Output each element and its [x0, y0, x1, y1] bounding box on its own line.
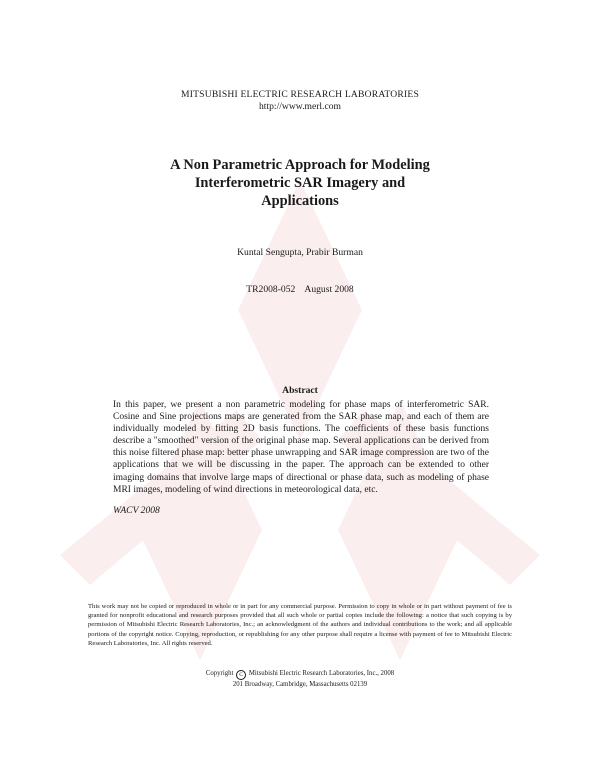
report-info — [0, 284, 600, 295]
paper-title — [100, 156, 500, 210]
copy-notice: This work may not be copied or reproduced in whole or in part for any commercial purpose. Permission to copy in whole or in part without payment of fee is granted for nonprofit educational and research purposes provided that all such whole or partial copies include the following: a notice that such copying is by permission of Mitsubishi Electric Research Laboratories, Inc.; an acknowledgment of the authors and individual contributions to the work; and all applicable portions of the copyright notice. Copying, reproduction, or republishing for any other purpose shall require a license with payment of fee to Mitsubishi Electric Research Laboratories, Inc. All rights reserved. — [88, 603, 512, 647]
copyright-block — [0, 669, 600, 689]
lab-url: http://www.merl.com — [259, 101, 341, 112]
title-line-2: Interferometric SAR Imagery and — [194, 175, 406, 191]
address-line: 201 Broadway, Cambridge, Massachusetts 02139 — [232, 681, 368, 688]
title-line-3: Applications — [261, 193, 339, 209]
title-line-1: A Non Parametric Approach for Modeling — [170, 157, 430, 173]
copyright-line — [0, 669, 600, 680]
venue: WACV 2008 — [113, 505, 160, 516]
report-number: TR2008-052 — [246, 284, 296, 295]
abstract-text: In this paper, we present a non parametric modeling for phase maps of interferometric SAR. Cosine and Sine projections maps are generated from the SAR phase map, and each of them are individually modeled by fitting 2D basis functions. The coefficients of these basis functions describe a "smoothed" version of the original phase map. Several applications can be derived from this noise filtered phase map: better phase unwrapping and SAR image compression are two of the applications that we will be discussing in the paper. The approach can be extended to other imaging domains that involve large maps of directional or phase data, such as modeling of phase MRI images, modeling of wind directions in meteorological data, etc. — [113, 400, 489, 495]
paper-authors: Kuntal Sengupta, Prabir Burman — [237, 247, 363, 258]
abstract-heading: Abstract — [282, 385, 318, 396]
copyright-prefix: Copyright — [205, 670, 234, 677]
copyright-icon: C — [236, 670, 246, 680]
lab-name: MITSUBISHI ELECTRIC RESEARCH LABORATORIES — [180, 89, 420, 100]
copyright-holder: Mitsubishi Electric Research Laboratories, Inc., 2008 — [248, 670, 395, 677]
report-date: August 2008 — [304, 284, 354, 295]
